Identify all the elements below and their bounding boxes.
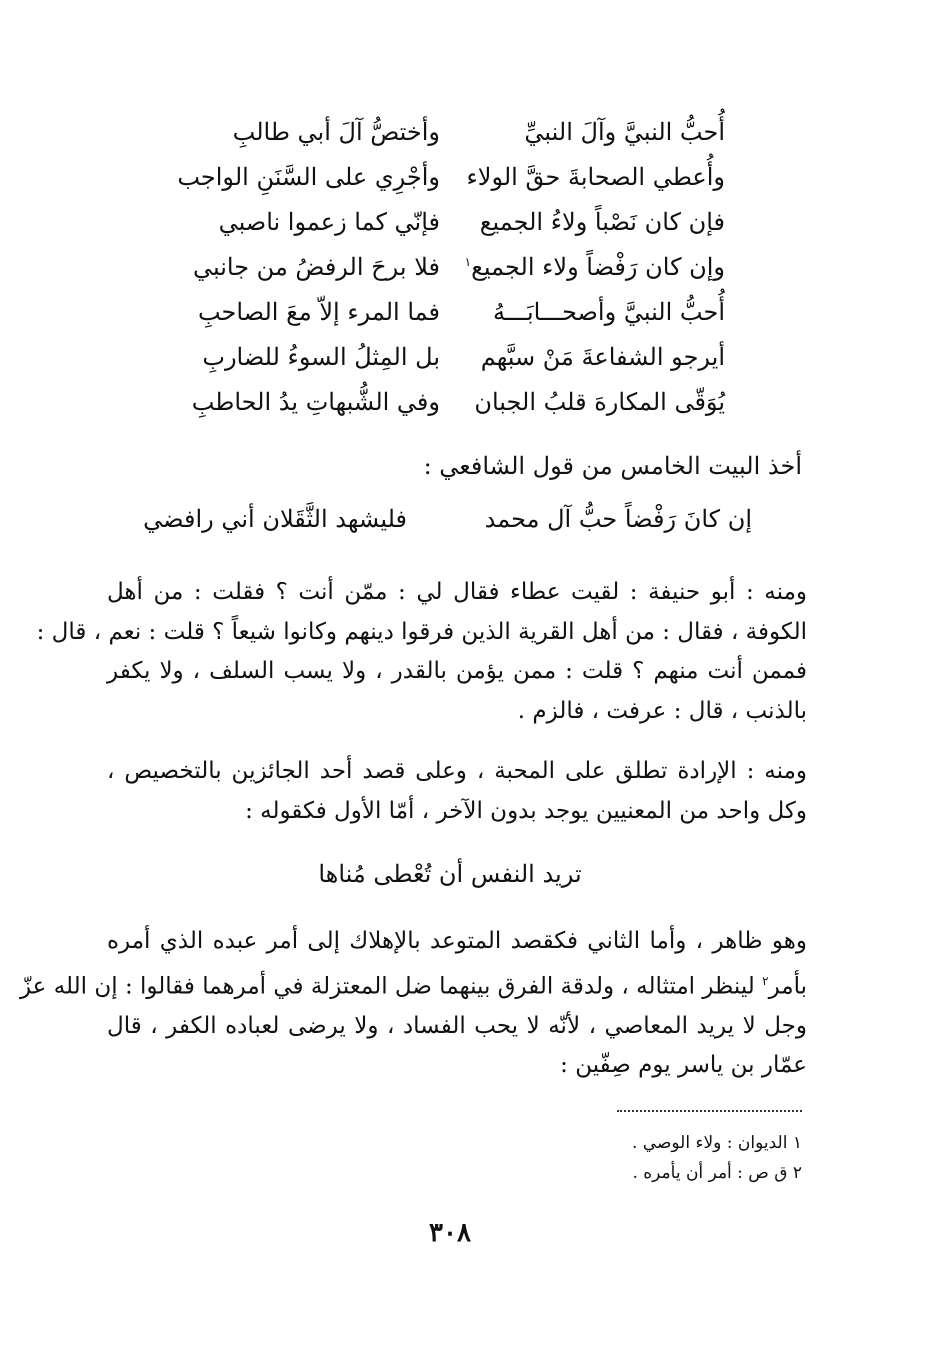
verse-second-hemistich: فما المرء إلاّ معَ الصاحبِ [197,298,440,326]
verse-row [150,253,750,298]
verse-row [150,208,750,253]
text-line: وكل واحد من المعنيين يوجد بدون الآخر ، أمّا الأول فكقوله : [245,797,807,824]
footnote-marker: ٢ [762,973,769,988]
verse-row [150,118,750,163]
poem [150,118,750,433]
verse-row [150,163,750,208]
verse-first-hemistich: إن كانَ رَفْضاً حبُّ آل محمد [484,505,752,533]
verse-first-hemistich: وأُعطي الصحابةَ حقَّ الولاء [466,163,725,191]
verse-second-hemistich: فليشهد الثَّقَلان أني رافضي [143,505,407,533]
verse-row [150,388,750,433]
verse-first-hemistich: أُحبُّ النبيَّ وآلَ النبيِّ [524,118,725,146]
verse-text: وإن كان رَفْضاً ولاء الجميع [471,253,725,281]
text-line: وجل لا يريد المعاصي ، لأنّه لا يحب الفساد ، ولا يرضى لعباده الكفر ، قال [107,1012,807,1039]
footnote-divider [617,1110,802,1112]
text-line: عمّار بن ياسر يوم صِفّين : [560,1052,807,1079]
paragraph-mutazila [19,922,807,1086]
text-segment: لينظر امتثاله ، ولدقة الفرق بينهما ضل المعتزلة في أمرهما فقالوا : إن الله عزّ [19,973,755,1000]
verse-second-hemistich: فإنّي كما زعموا ناصبي [218,208,440,236]
footnote: ٢ ق ص : أمر أن يأمره . [632,1163,802,1183]
quoted-hemistich: تريد النفس أن تُعْطى مُناها [318,860,582,888]
verse-first-hemistich [465,253,725,281]
text-line [19,962,807,1007]
verse-row [150,343,750,388]
footnote-marker: ١ [464,255,472,269]
text-line: بالذنب ، قال : عرفت ، فالزم . [517,697,807,724]
verse-first-hemistich: أُحبُّ النبيَّ وأصحـــابَـــهُ [493,298,725,326]
footnote: ١ الديوان : ولاء الوصي . [631,1133,802,1153]
verse-row [150,298,750,343]
text-segment: بأمر [768,973,807,1000]
text-line: ومنه : أبو حنيفة : لقيت عطاء فقال لي : ممّن أنت ؟ فقلت : من أهل [107,579,807,605]
paragraph-abu-hanifa [36,573,807,731]
verse-first-hemistich: أيرجو الشفاعةَ مَنْ سبَّهم [480,343,725,371]
text-line: الكوفة ، فقال : من أهل القرية الذين فرقوا دينهم وكانوا شيعاً ؟ قلت : نعم ، قال : [36,618,807,645]
verse-second-hemistich: وأجْرِي على السَّنَنِ الواجب [177,163,440,191]
paragraph-irada [107,752,807,831]
verse-second-hemistich: فلا برحَ الرفضُ من جانبي [192,253,440,281]
text-line: وهو ظاهر ، وأما الثاني فكقصد المتوعد بالإهلاك إلى أمر عبده الذي أمره [107,928,807,954]
intro-line: أخذ البيت الخامس من قول الشافعي : [423,452,802,480]
verse-first-hemistich: يُوَقّى المكارهَ قلبُ الجبان [474,388,725,416]
text-line: ومنه : الإرادة تطلق على المحبة ، وعلى قصد أحد الجائزين بالتخصيص ، [107,758,807,784]
text-line: فممن أنت منهم ؟ قلت : ممن يؤمن بالقدر ، ولا يسب السلف ، ولا يكفر [107,658,807,684]
page-number: ٣٠٨ [429,1218,471,1248]
verse-first-hemistich: فإن كان نَصْباً ولاءُ الجميع [479,208,725,236]
verse-second-hemistich: وفي الشُّبهاتِ يدُ الحاطبِ [191,388,440,416]
verse-second-hemistich: وأختصُّ آلَ أبي طالبِ [232,118,440,146]
verse-second-hemistich: بل المِثلُ السوءُ للضاربِ [202,343,440,371]
